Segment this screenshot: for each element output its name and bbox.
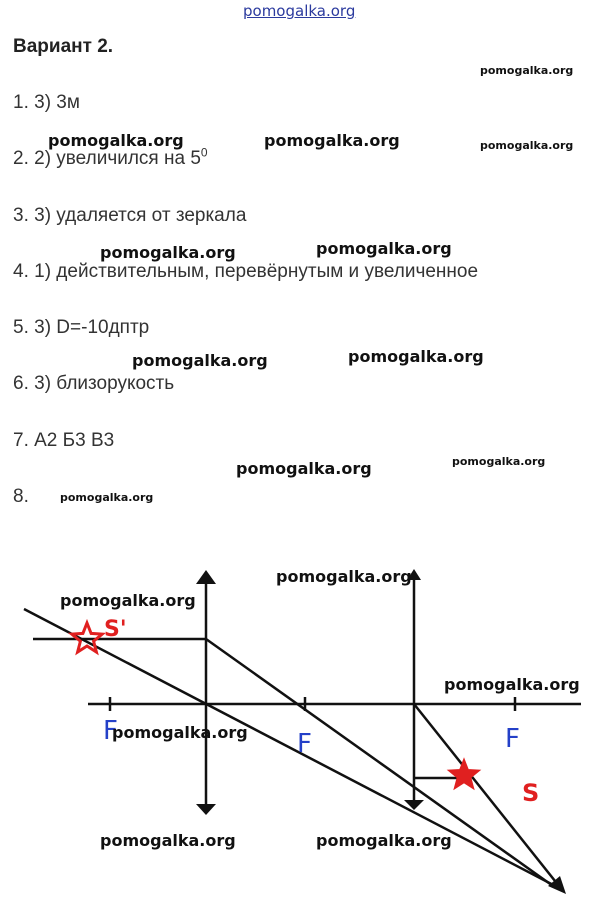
- variant-title: Вариант 2.: [13, 36, 114, 57]
- answer-2-superscript: 0: [200, 145, 208, 160]
- answer-2: [13, 145, 208, 170]
- ray: [414, 704, 563, 891]
- watermark: pomogalka.org: [348, 347, 484, 366]
- watermark: pomogalka.org: [100, 243, 236, 262]
- watermark: pomogalka.org: [276, 567, 412, 586]
- star-icon: [449, 760, 478, 788]
- answer-3: 3. 3) удаляется от зеркала: [13, 205, 247, 226]
- answer-4: 4. 1) действительным, перевёрнутым и увеличенное: [13, 261, 479, 282]
- watermark: pomogalka.org: [316, 239, 452, 258]
- watermark: pomogalka.org: [264, 131, 400, 150]
- watermark: pomogalka.org: [100, 831, 236, 850]
- arrow-tip-icon: [548, 876, 566, 894]
- answer-5: 5. 3) D=-10дптр: [13, 317, 150, 338]
- optics-diagram: [0, 560, 602, 913]
- watermark: pomogalka.org: [444, 675, 580, 694]
- watermark: pomogalka.org: [48, 131, 184, 150]
- label-focus-3: F: [505, 724, 520, 754]
- header-watermark[interactable]: pomogalka.org: [243, 2, 356, 20]
- arrow-down-icon: [196, 804, 216, 815]
- answer-8: 8.: [13, 486, 29, 507]
- watermark: pomogalka.org: [480, 64, 574, 77]
- answer-6: 6. 3) близорукость: [13, 373, 175, 394]
- label-focus-2: F: [297, 729, 312, 759]
- watermark: pomogalka.org: [480, 139, 574, 152]
- watermark: pomogalka.org: [60, 591, 196, 610]
- watermark: pomogalka.org: [132, 351, 268, 370]
- watermark: pomogalka.org: [112, 723, 248, 742]
- label-s: S: [522, 779, 540, 807]
- watermark: pomogalka.org: [236, 459, 372, 478]
- answer-2-text: 2. 2) увеличился на 5: [13, 148, 201, 169]
- watermark: pomogalka.org: [452, 455, 546, 468]
- arrow-up-icon: [196, 570, 216, 584]
- watermark: pomogalka.org: [60, 491, 154, 504]
- label-s-prime: S': [104, 617, 127, 642]
- label-focus-1: F: [103, 716, 118, 746]
- answer-7: 7. А2 Б3 В3: [13, 430, 115, 451]
- answer-1: 1. 3) 3м: [13, 92, 80, 113]
- watermark: pomogalka.org: [316, 831, 452, 850]
